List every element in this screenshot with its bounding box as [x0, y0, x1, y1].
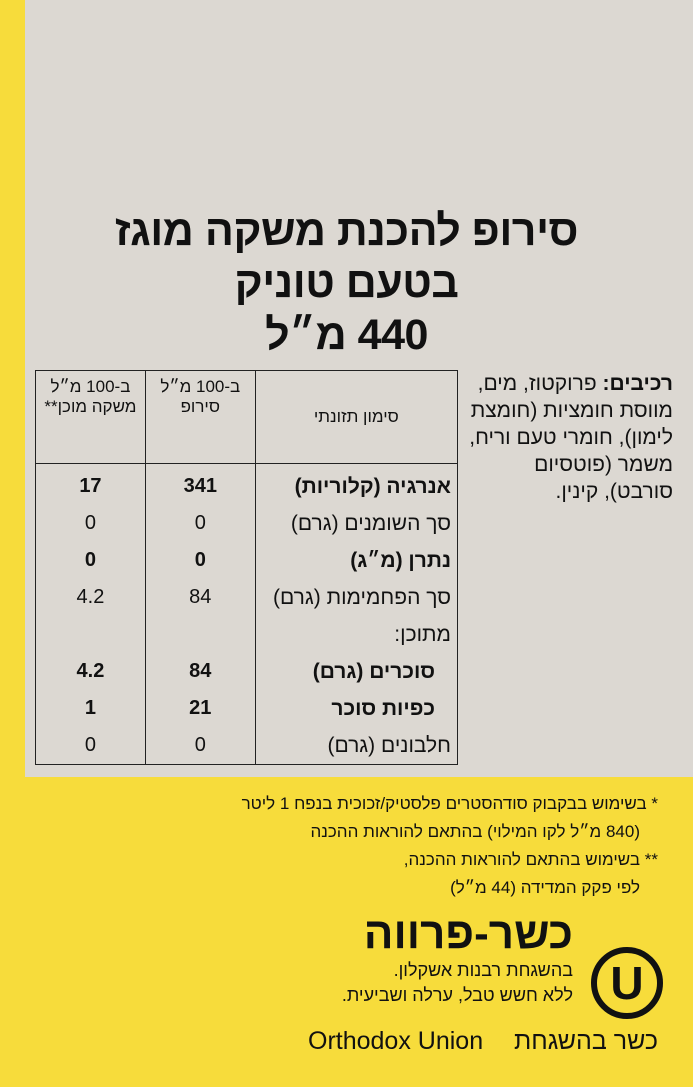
footnote-2-cont: לפי פקק המדידה (44 מ״ל) [450, 878, 640, 897]
nutrient-name: סוכרים (גרם) [255, 653, 457, 690]
title-line-2: בטעם טוניק [234, 259, 459, 307]
nutrition-row [36, 690, 458, 727]
kosher-line-2: ללא חשש טבל, ערלה ושביעית. [341, 985, 573, 1005]
nutrient-name: אנרגיה (קלוריות) [255, 464, 457, 506]
nutrient-syrup-value: 84 [145, 653, 255, 690]
nutrient-name: נתרן (מ״ג) [255, 542, 457, 579]
kosher-title: כשר-פרווה [363, 909, 573, 958]
nutrition-row [36, 464, 458, 506]
nutrition-row [36, 542, 458, 579]
kosher-details [342, 958, 573, 1008]
nutrient-prepared-value: 0 [36, 542, 146, 579]
nutrient-syrup-value: 0 [145, 505, 255, 542]
nutrient-name: חלבונים (גרם) [255, 727, 457, 765]
footer-english: Orthodox Union [308, 1027, 484, 1055]
title-line-1: סירופ להכנת משקה מוגז [114, 207, 579, 255]
ingredients-text [463, 370, 673, 505]
nutrient-syrup-value: 341 [145, 464, 255, 506]
product-title [0, 205, 693, 361]
nutrient-prepared-value: 4.2 [36, 653, 146, 690]
nutrition-table [35, 370, 458, 765]
footer-hebrew: כשר בהשגחת [513, 1027, 658, 1055]
ingredients-label: רכיבים: [602, 372, 673, 395]
nutrition-row [36, 579, 458, 616]
ou-letter: U [610, 957, 644, 1009]
nutrient-prepared-value: 17 [36, 464, 146, 506]
kosher-line-1: בהשגחת רבנות אשקלון. [393, 960, 573, 980]
nutrient-syrup-value: 21 [145, 690, 255, 727]
nutrition-row [36, 505, 458, 542]
nutrient-name: כפיות סוכר [255, 690, 457, 727]
nutrient-name: סך הפחמימות (גרם) [255, 579, 457, 616]
ingredients-list: פרוקטוז, מים, מווסת חומציות (חומצת לימון), חומרי טעם וריח, משמר (פוטסיום סורבט), קינין. [469, 372, 673, 503]
nutrient-name: סך השומנים (גרם) [255, 505, 457, 542]
nutrient-prepared-value [36, 616, 146, 653]
nutrition-row [36, 616, 458, 653]
footnote-1: * בשימוש בבקבוק סודהסטרים פלסטיק/זכוכית בנפח 1 ליטר [241, 794, 658, 813]
nutrient-prepared-value: 0 [36, 727, 146, 765]
footnote-1-cont: (840 מ״ל לקו המילוי) בהתאם להוראות ההכנה [310, 822, 640, 841]
nutrient-prepared-value: 4.2 [36, 579, 146, 616]
header-nutrition-label: סימון תזונתי [255, 371, 457, 464]
nutrition-row [36, 727, 458, 765]
nutrient-prepared-value: 0 [36, 505, 146, 542]
header-per100-syrup: ב-100 מ״ל סירופ [145, 371, 255, 464]
nutrition-header-row [36, 371, 458, 464]
nutrition-row [36, 653, 458, 690]
nutrient-syrup-value: 0 [145, 727, 255, 765]
nutrient-syrup-value [145, 616, 255, 653]
title-volume: 440 מ״ל [265, 311, 428, 359]
nutrient-syrup-value: 0 [145, 542, 255, 579]
ou-kosher-icon [591, 947, 663, 1019]
nutrient-syrup-value: 84 [145, 579, 255, 616]
footnote-2: ** בשימוש בהתאם להוראות ההכנה, [403, 850, 658, 869]
header-per100-prepared: ב-100 מ״ל משקה מוכן** [36, 371, 146, 464]
nutrient-prepared-value: 1 [36, 690, 146, 727]
nutrient-name: מתוכן: [255, 616, 457, 653]
footnotes [98, 790, 658, 902]
